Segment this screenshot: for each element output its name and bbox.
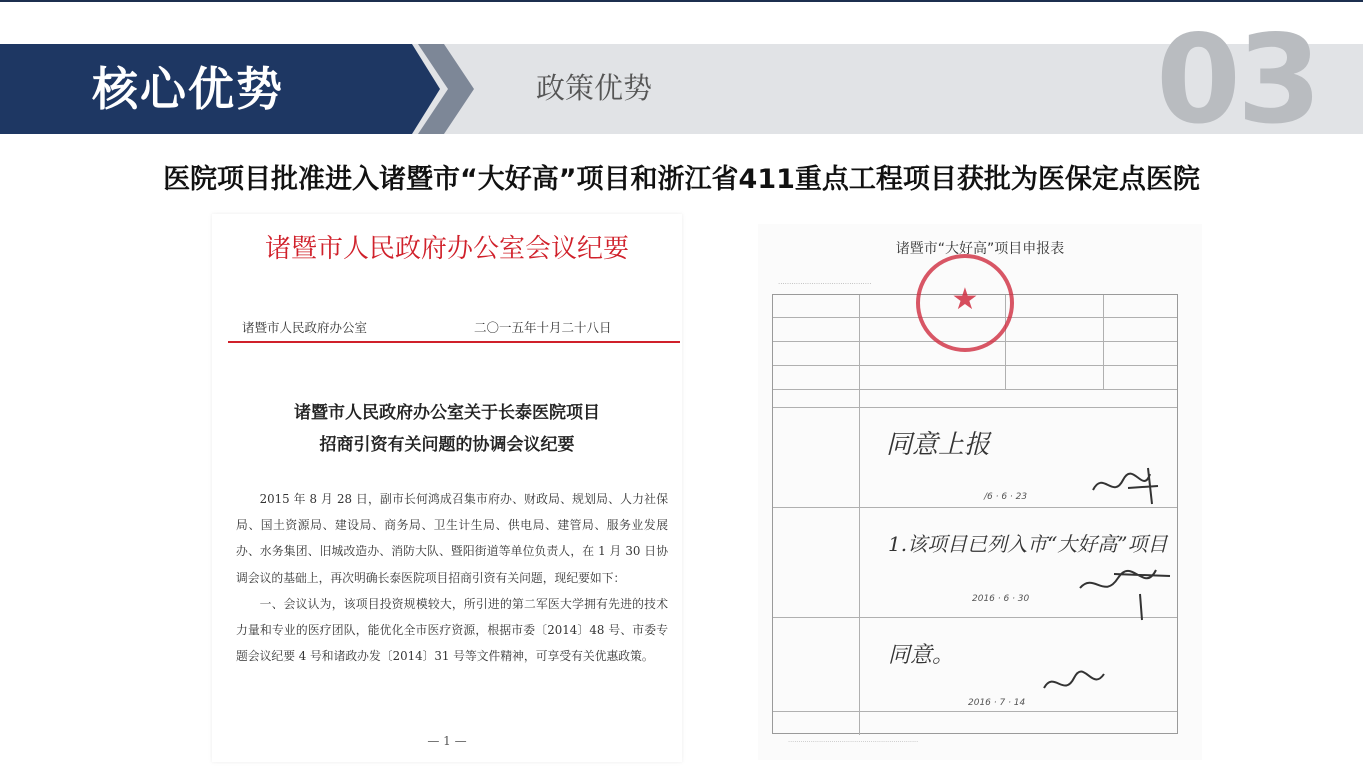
handwritten-note: 同意。 bbox=[888, 643, 955, 668]
handwritten-date: 2016 · 7 · 14 bbox=[968, 698, 1026, 708]
document-date: 二〇一五年十月二十八日 bbox=[474, 320, 612, 335]
table-column-line bbox=[1103, 295, 1104, 389]
form-header: 诸暨市“大好高”项目申报表 bbox=[895, 241, 1065, 257]
handwritten-signature bbox=[1074, 554, 1184, 624]
handwritten-signature bbox=[1038, 664, 1118, 704]
document-body bbox=[236, 486, 668, 669]
section-subtitle: 政策优势 bbox=[536, 71, 653, 105]
table-row bbox=[773, 711, 1177, 712]
handwritten-signature bbox=[1088, 460, 1178, 510]
section-title: 核心优势 bbox=[92, 62, 284, 116]
section-number: 03 bbox=[1156, 9, 1318, 151]
document-title-line-1: 诸暨市人民政府办公室关于长泰医院项目 bbox=[294, 403, 600, 423]
slide-headline: 医院项目批准进入诸暨市“大好高”项目和浙江省411重点工程项目获批为医保定点医院 bbox=[163, 164, 1200, 195]
body-paragraph: 2015 年 8 月 28 日，副市长何鸿成召集市府办、财政局、规划局、人力社保局、国土资源局、建设局、商务局、卫生计生局、供电局、建管局、服务业发展办、水务集团、旧城改造办、消防大队、暨阳街道等单位负责人，在 1 月 30 日协调会议的基础上，再次明确长泰医院项目招商引资有关问题，现纪要如下： bbox=[236, 492, 668, 585]
table-row bbox=[773, 407, 1177, 408]
meeting-minutes-document bbox=[212, 214, 682, 762]
red-seal-stamp bbox=[916, 254, 1014, 352]
document-page-number: — 1 — bbox=[427, 734, 467, 748]
handwritten-date: /6 · 6 · 23 bbox=[984, 492, 1028, 502]
table-row bbox=[773, 365, 1177, 366]
document-issuer: 诸暨市人民政府办公室 bbox=[242, 320, 368, 335]
form-subline: ·········································· bbox=[778, 280, 872, 288]
handwritten-note: 同意上报 bbox=[886, 430, 991, 460]
table-column-line bbox=[859, 295, 860, 735]
red-divider bbox=[228, 341, 680, 343]
document-title-line-2: 招商引资有关问题的协调会议纪要 bbox=[319, 435, 575, 455]
star-icon: ★ bbox=[951, 282, 979, 317]
top-rule bbox=[0, 0, 1363, 2]
document-header: 诸暨市人民政府办公室会议纪要 bbox=[264, 234, 629, 264]
body-paragraph: 一、会议认为，该项目投资规模较大，所引进的第二军医大学拥有先进的技术力量和专业的医疗团队，能优化全市医疗资源，根据市委〔2014〕48 号、市委专题会议纪要 4 号和诸政办发〔2014〕31 号等文件精神，可享受有关优惠政策。 bbox=[236, 596, 668, 664]
table-row bbox=[773, 389, 1177, 390]
project-application-form bbox=[758, 224, 1202, 760]
form-footnote: ······························································· bbox=[788, 738, 919, 746]
handwritten-date: 2016 · 6 · 30 bbox=[972, 594, 1030, 604]
handwritten-note: 1.该项目已列入市“大好高”项目 bbox=[888, 532, 1168, 556]
